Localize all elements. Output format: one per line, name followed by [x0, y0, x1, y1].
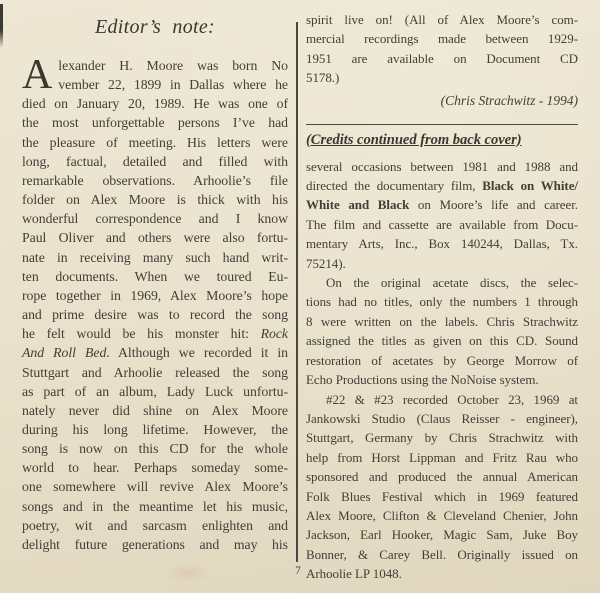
text-line: the pleasure of meeting. His letters were: [22, 134, 288, 150]
text-line: and prime desire was to record the song: [22, 307, 288, 323]
text-line: during his long lifetime. However, the: [22, 421, 288, 437]
text-line: Jankowski Studio (Claus Reisser - engineer),: [306, 410, 578, 426]
text-line: died on January 20, 1989. He was one of: [22, 96, 288, 112]
text-line: 5178.): [306, 70, 340, 86]
editors-note-heading: Editor’s note:: [94, 16, 215, 38]
text-line: Bonner, & Carey Bell. Originally issued on: [306, 546, 578, 562]
text-line: long, factual, detailed and filled with: [22, 153, 288, 169]
drop-cap: A: [22, 52, 53, 98]
text-line: Stuttgart and Arhoolie released the song: [22, 364, 288, 380]
text-line: world to hear. Perhaps someday some-: [22, 460, 288, 476]
text-line: poetry, wit and sarcasm enlighten and: [22, 517, 288, 533]
text-line: several occasions between 1981 and 1988 and: [306, 158, 578, 174]
text-line: vember 22, 1899 in Dallas where he: [58, 77, 288, 93]
credits-paragraph-film-text: [306, 157, 578, 273]
text-line: sponsored and produced the annual American: [306, 469, 578, 485]
text-line: he felt would be his monster hit: Rock: [22, 326, 288, 342]
scan-edge-artifact: [0, 4, 3, 48]
paper-smudge: [163, 563, 213, 583]
text-line: as part of an album, Lady Luck unfortu-: [22, 383, 288, 399]
editors-note-text: [22, 52, 288, 554]
left-column: [22, 14, 288, 554]
intro-paragraph: [306, 10, 578, 88]
text-line: Arhoolie LP 1048.: [306, 566, 402, 582]
text-line: the most unforgettable persons I’ve had: [22, 115, 288, 131]
text-line: assigned the titles as given on this CD. Sound: [306, 333, 578, 349]
text-line: White and Black on Moore’s life and career.: [306, 197, 578, 213]
text-line: lexander H. Moore was born No: [58, 58, 288, 73]
right-column: [306, 10, 578, 584]
text-line: Jackson, Earl Hooker, Magic Sam, Juke Boy: [306, 527, 578, 543]
text-line: 8 were written on the labels. Chris Strachwitz: [306, 313, 578, 329]
text-line: #22 & #23 recorded October 23, 1969 at: [326, 391, 578, 407]
text-line: ten documents. When we toured Eu-: [22, 268, 288, 284]
text-line: spirit live on! (All of Alex Moore’s com-: [306, 12, 578, 27]
text-line: songs and in the meantime let his music,: [22, 498, 288, 514]
intro-paragraph-text: [306, 10, 578, 88]
text-line: Stuttgart, Germany by Chris Strachwitz with: [306, 430, 578, 446]
credits-paragraph-recording: [306, 390, 578, 584]
credits-paragraph-acetates: [306, 273, 578, 389]
editors-note-paragraph: [22, 52, 288, 554]
credits-paragraph-film: [306, 157, 578, 273]
text-line: rope together in 1969, Alex Moore’s hope: [22, 287, 288, 303]
text-line: remarkable observations. Arhoolie’s file: [22, 172, 288, 188]
text-line: Echo Productions using the NoNoise system.: [306, 372, 539, 388]
text-line: folder on Alex Moore is thick with his: [22, 192, 288, 208]
editor-signature: (Chris Strachwitz - 1994): [440, 92, 578, 108]
text-line: Paul Oliver and others were also fortu-: [22, 230, 288, 246]
text-line: Folk Blues Festival which in 1969 featured: [306, 488, 578, 504]
text-line: Alex Moore, Clifton & Cleveland Chenier, John: [306, 507, 578, 523]
text-line: one somewhere will revive Alex Moore’s: [22, 479, 288, 495]
text-line: delight future generations and may his: [22, 536, 288, 552]
text-line: wonderful correspondence and I know: [22, 211, 288, 227]
credits-paragraph-acetates-text: [306, 273, 578, 389]
credits-paragraph-recording-text: [306, 390, 578, 584]
text-line: song is now on this CD for the whole: [22, 441, 288, 457]
text-line: restoration of acetates by George Morrow of: [306, 352, 578, 368]
text-line: nately never did shine on Alex Moore: [22, 402, 288, 418]
text-line: help from Horst Lippman and Fritz Rau who: [306, 449, 578, 465]
section-rule: [306, 124, 578, 125]
page-number: 7: [295, 565, 301, 577]
text-line: nate in receiving many such hand writ-: [22, 249, 288, 265]
text-line: tions had no titles, only the numbers 1 through: [306, 294, 578, 310]
text-line: On the original acetate discs, the selec-: [326, 275, 578, 291]
text-line: mercial recordings made between 1929-: [306, 31, 578, 47]
text-line: mentary Arts, Inc., Box 140244, Dallas, Tx.: [306, 236, 578, 252]
credits-continued-heading: (Credits continued from back cover): [306, 131, 522, 148]
column-divider: [296, 22, 298, 562]
text-line: 75214).: [306, 255, 346, 271]
text-line: directed the documentary film, Black on White/: [306, 178, 578, 194]
text-line: The film and cassette are available from Docu-: [306, 216, 578, 232]
text-line: 1951 are available on Document CD: [306, 50, 578, 66]
text-line: And Roll Bed. Although we recorded it in: [22, 345, 288, 361]
